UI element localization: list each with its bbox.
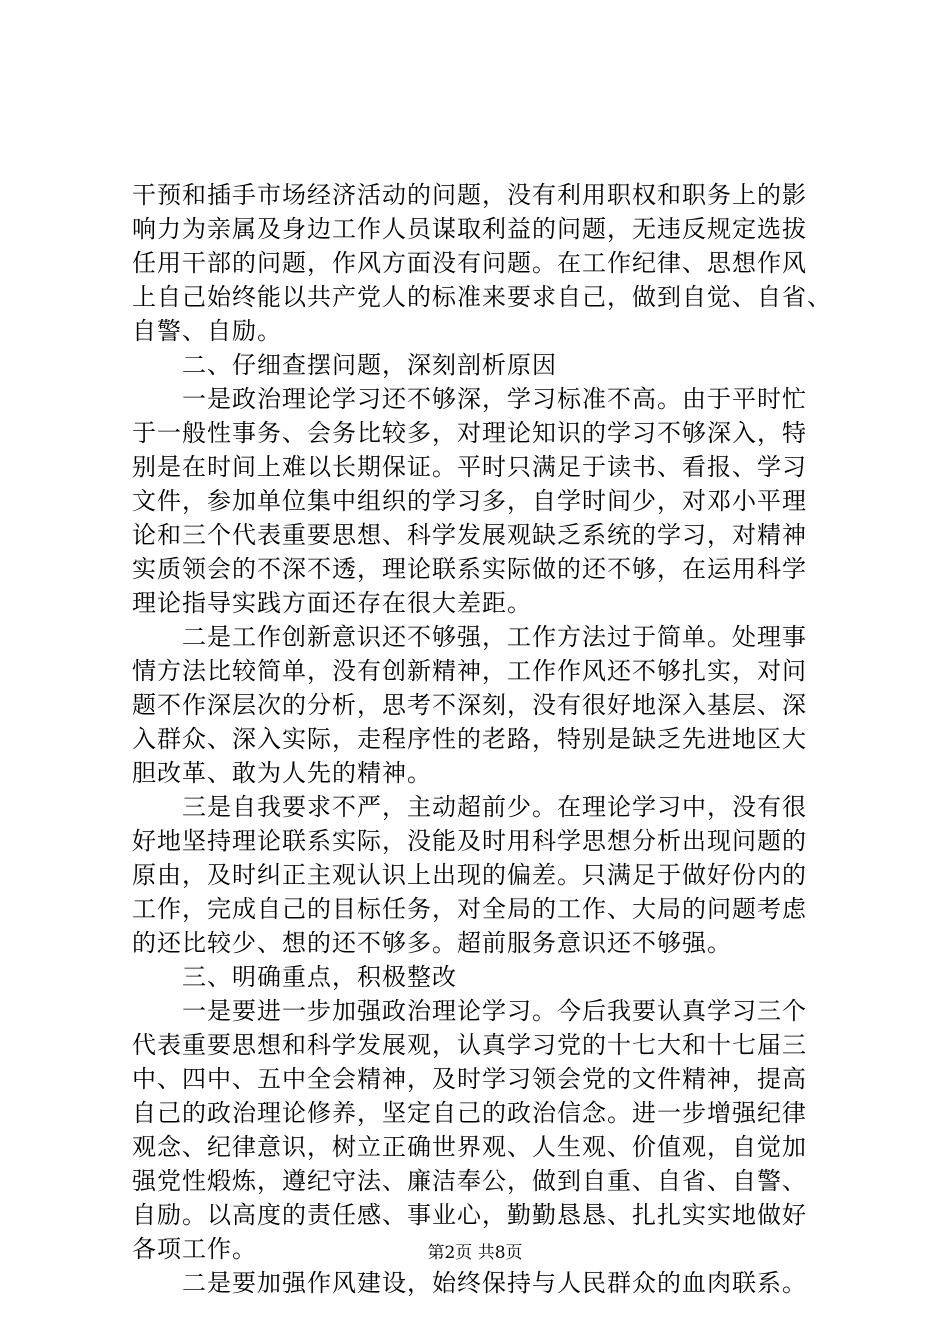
- text-line: 别是在时间上难以长期保证。平时只满足于读书、看报、学习: [132, 453, 807, 481]
- text-line: 观念、纪律意识，树立正确世界观、人生观、价值观，自觉加: [132, 1133, 807, 1161]
- text-line: 二是要加强作风建设，始终保持与人民群众的血肉联系。: [132, 1269, 807, 1297]
- text-line: 中、四中、五中全会精神，及时学习领会党的文件精神，提高: [132, 1065, 807, 1093]
- section-heading-2: 二、仔细查摆问题，深刻剖析原因: [132, 351, 557, 379]
- text-line: 各项工作。: [132, 1235, 257, 1263]
- text-line: 情方法比较简单，没有创新精神，工作作风还不够扎实，对问: [132, 657, 807, 685]
- text-line: 实质领会的不深不透，理论联系实际做的还不够，在运用科学: [132, 555, 807, 583]
- section-heading-3: 三、明确重点，积极整改: [132, 963, 457, 991]
- text-line: 题不作深层次的分析，思考不深刻，没有很好地深入基层、深: [132, 691, 807, 719]
- text-line: 干预和插手市场经济活动的问题，没有利用职权和职务上的影: [132, 181, 807, 209]
- text-line: 一是要进一步加强政治理论学习。今后我要认真学习三个: [132, 997, 807, 1025]
- text-line: 于一般性事务、会务比较多，对理论知识的学习不够深入，特: [132, 419, 807, 447]
- text-line: 胆改革、敢为人先的精神。: [132, 759, 432, 787]
- text-line: 响力为亲属及身边工作人员谋取利益的问题，无违反规定选拔: [132, 215, 807, 243]
- text-line: 强党性煅炼，遵纪守法、廉洁奉公，做到自重、自省、自警、: [132, 1167, 807, 1195]
- text-line: 一是政治理论学习还不够深，学习标准不高。由于平时忙: [132, 385, 807, 413]
- text-line: 自励。以高度的责任感、事业心，勤勤恳恳、扎扎实实地做好: [132, 1201, 807, 1229]
- text-line: 上自己始终能以共产党人的标准来要求自己，做到自觉、自省、: [132, 283, 832, 311]
- text-line: 论和三个代表重要思想、科学发展观缺乏系统的学习，对精神: [132, 521, 807, 549]
- text-line: 二是工作创新意识还不够强，工作方法过于简单。处理事: [132, 623, 807, 651]
- page-number-footer: 第2页 共8页: [427, 1243, 523, 1263]
- text-line: 文件，参加单位集中组织的学习多，自学时间少，对邓小平理: [132, 487, 807, 515]
- text-line: 自己的政治理论修养，坚定自己的政治信念。进一步增强纪律: [132, 1099, 807, 1127]
- text-line: 理论指导实践方面还存在很大差距。: [132, 589, 532, 617]
- text-line: 自警、自励。: [132, 317, 282, 345]
- document-body: [132, 178, 852, 1300]
- text-line: 三是自我要求不严，主动超前少。在理论学习中，没有很: [132, 793, 807, 821]
- text-line: 的还比较少、想的还不够多。超前服务意识还不够强。: [132, 929, 732, 957]
- text-line: 任用干部的问题，作风方面没有问题。在工作纪律、思想作风: [132, 249, 807, 277]
- text-line: 代表重要思想和科学发展观，认真学习党的十七大和十七届三: [132, 1031, 807, 1059]
- text-line: 好地坚持理论联系实际，没能及时用科学思想分析出现问题的: [132, 827, 807, 855]
- text-line: 工作，完成自己的目标任务，对全局的工作、大局的问题考虑: [132, 895, 807, 923]
- text-line: 入群众、深入实际，走程序性的老路，特别是缺乏先进地区大: [132, 725, 807, 753]
- text-line: 原由，及时纠正主观认识上出现的偏差。只满足于做好份内的: [132, 861, 807, 889]
